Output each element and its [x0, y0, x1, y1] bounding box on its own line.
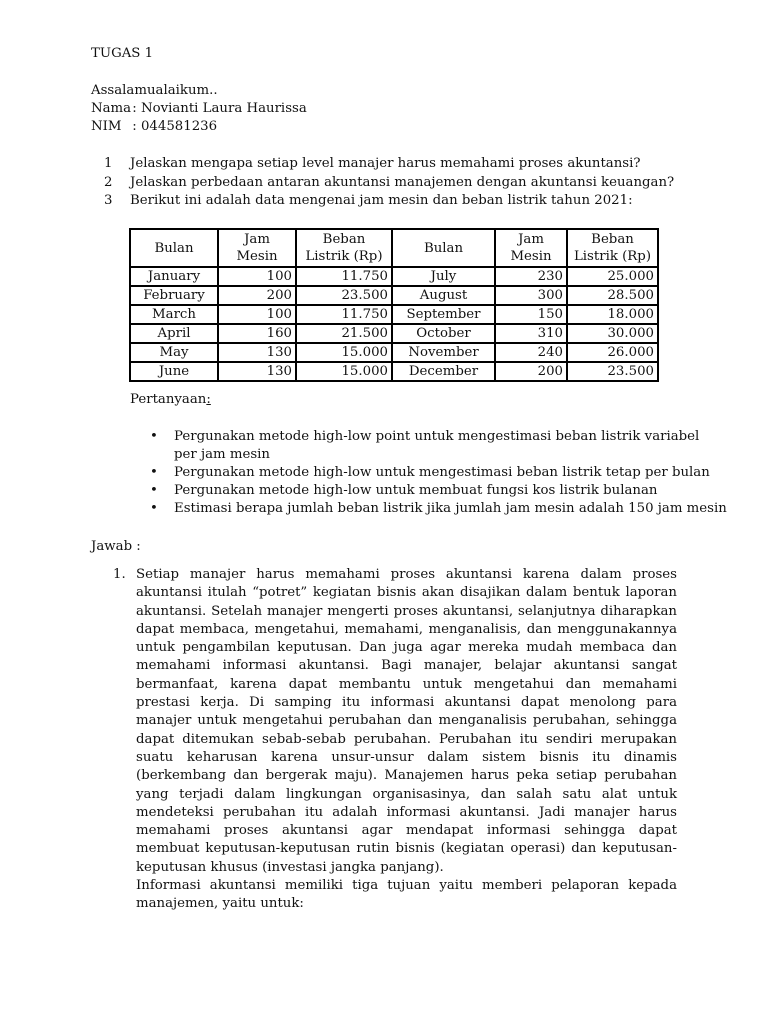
question-number: 1 [104, 156, 113, 171]
answer-paragraph: Informasi akuntansi memiliki tiga tujuan yaitu memberi pelaporan kepada manajemen, yaitu untuk: [136, 878, 677, 912]
table-cell: 23.500 [296, 286, 392, 305]
table-cell: June [130, 362, 218, 381]
question-item [104, 155, 641, 173]
table-cell: July [392, 267, 495, 286]
table-cell: 18.000 [567, 305, 658, 324]
answer-block [113, 566, 677, 914]
table-cell: 130 [218, 343, 296, 362]
table-cell: 11.750 [296, 305, 392, 324]
name-label: Nama [91, 101, 132, 116]
table-row [130, 305, 658, 324]
bullet-icon: • [150, 483, 158, 498]
bullet-icon: • [150, 465, 158, 480]
bullet-icon: • [150, 501, 158, 516]
list-item-text: Pergunakan metode high-low point untuk mengestimasi beban listrik variabel per jam mesin [174, 429, 700, 463]
table-cell: May [130, 343, 218, 362]
table-cell: 200 [218, 286, 296, 305]
table-header-cell: Jam Mesin [495, 229, 567, 267]
table-cell: February [130, 286, 218, 305]
answer-paragraph: Setiap manajer harus memahami proses akuntansi karena dalam proses akuntansi itulah “potret” kegiatan bisnis akan disajikan dalam bentuk laporan akuntansi. Setelah manajer mengerti proses akuntansi, selanjutnya diharapkan dapat membaca, mengetahui, memahami, menganalisis, dan menggunakannya untuk pengambilan keputusan. Dan juga agar mereka mudah membaca dan memahami informasi akuntansi. Bagi manajer, belajar akuntansi sangat bermanfaat, karena dapat membantu untuk mengetahui dan memahami prestasi kerja. Di samping itu informasi akuntansi dapat menolong para manajer untuk mengetahui perubahan dan menganalisis perubahan, sehingga dapat ditemukan sebab-sebab perubahan. Perubahan itu sendiri merupakan suatu keharusan karena unsur-unsur dalam sistem bisnis itu dinamis (berkembang dan bergerak maju). Manajemen harus peka setiap perubahan yang terjadi dalam lingkungan organisasinya, dan salah satu alat untuk mendeteksi perubahan itu adalah informasi akuntansi. Jadi manajer harus memahami proses akuntansi agar mendapat informasi sehingga dapat membuat keputusan-keputusan rutin bisnis (kegiatan operasi) dan keputusan-keputusan khusus (investasi jangka panjang). [136, 567, 677, 875]
table-row [130, 267, 658, 286]
nim-value: : 044581236 [132, 119, 218, 134]
question-text: Jelaskan mengapa setiap level manajer harus memahami proses akuntansi? [130, 156, 641, 171]
table-row [130, 286, 658, 305]
answer-number: 1. [113, 567, 126, 582]
question-item [104, 192, 633, 210]
table-cell: November [392, 343, 495, 362]
table-header-row [130, 229, 658, 267]
table-cell: 150 [495, 305, 567, 324]
table-cell: 130 [218, 362, 296, 381]
table-cell: 160 [218, 324, 296, 343]
greeting: Assalamualaikum.. [91, 83, 218, 98]
pertanyaan-colon: : [206, 392, 211, 407]
table-cell: 30.000 [567, 324, 658, 343]
table-cell: October [392, 324, 495, 343]
table-cell: 230 [495, 267, 567, 286]
table-header-cell: Beban Listrik (Rp) [296, 229, 392, 267]
table-cell: 26.000 [567, 343, 658, 362]
bullet-icon: • [150, 429, 158, 444]
table-row [130, 343, 658, 362]
document-title: TUGAS 1 [91, 46, 154, 61]
table-cell: 100 [218, 305, 296, 324]
table-cell: 100 [218, 267, 296, 286]
table-cell: 11.750 [296, 267, 392, 286]
table-cell: 310 [495, 324, 567, 343]
pertanyaan-heading [130, 391, 211, 409]
table-cell: March [130, 305, 218, 324]
table-cell: 28.500 [567, 286, 658, 305]
list-item-text: Pergunakan metode high-low untuk membuat fungsi kos listrik bulanan [174, 483, 658, 498]
table-cell: December [392, 362, 495, 381]
table-row [130, 362, 658, 381]
table-cell: 240 [495, 343, 567, 362]
table-header-cell: Bulan [130, 229, 218, 267]
table-cell: September [392, 305, 495, 324]
data-table [129, 228, 659, 382]
question-number: 2 [104, 175, 113, 190]
table-cell: 23.500 [567, 362, 658, 381]
question-text: Berikut ini adalah data mengenai jam mesin dan beban listrik tahun 2021: [130, 193, 633, 208]
list-item-text: Estimasi berapa jumlah beban listrik jika jumlah jam mesin adalah 150 jam mesin [174, 501, 727, 516]
table-cell: 15.000 [296, 343, 392, 362]
table-cell: 25.000 [567, 267, 658, 286]
table-cell: 200 [495, 362, 567, 381]
table-row [130, 324, 658, 343]
table-cell: 300 [495, 286, 567, 305]
nim-row [91, 118, 217, 136]
name-row [91, 100, 307, 118]
table-cell: August [392, 286, 495, 305]
table-cell: January [130, 267, 218, 286]
table-header-cell: Beban Listrik (Rp) [567, 229, 658, 267]
question-number: 3 [104, 193, 113, 208]
table-cell: 15.000 [296, 362, 392, 381]
table-header-cell: Bulan [392, 229, 495, 267]
question-item [104, 174, 674, 192]
name-value: : Novianti Laura Haurissa [132, 101, 307, 116]
table-header-cell: Jam Mesin [218, 229, 296, 267]
list-item-text: Pergunakan metode high-low untuk mengestimasi beban listrik tetap per bulan [174, 465, 710, 480]
jawab-heading: Jawab : [91, 539, 141, 554]
question-text: Jelaskan perbedaan antaran akuntansi manajemen dengan akuntansi keuangan? [130, 175, 675, 190]
pertanyaan-label: Pertanyaan [130, 392, 207, 407]
nim-label: NIM [91, 119, 122, 134]
table-cell: 21.500 [296, 324, 392, 343]
table-cell: April [130, 324, 218, 343]
